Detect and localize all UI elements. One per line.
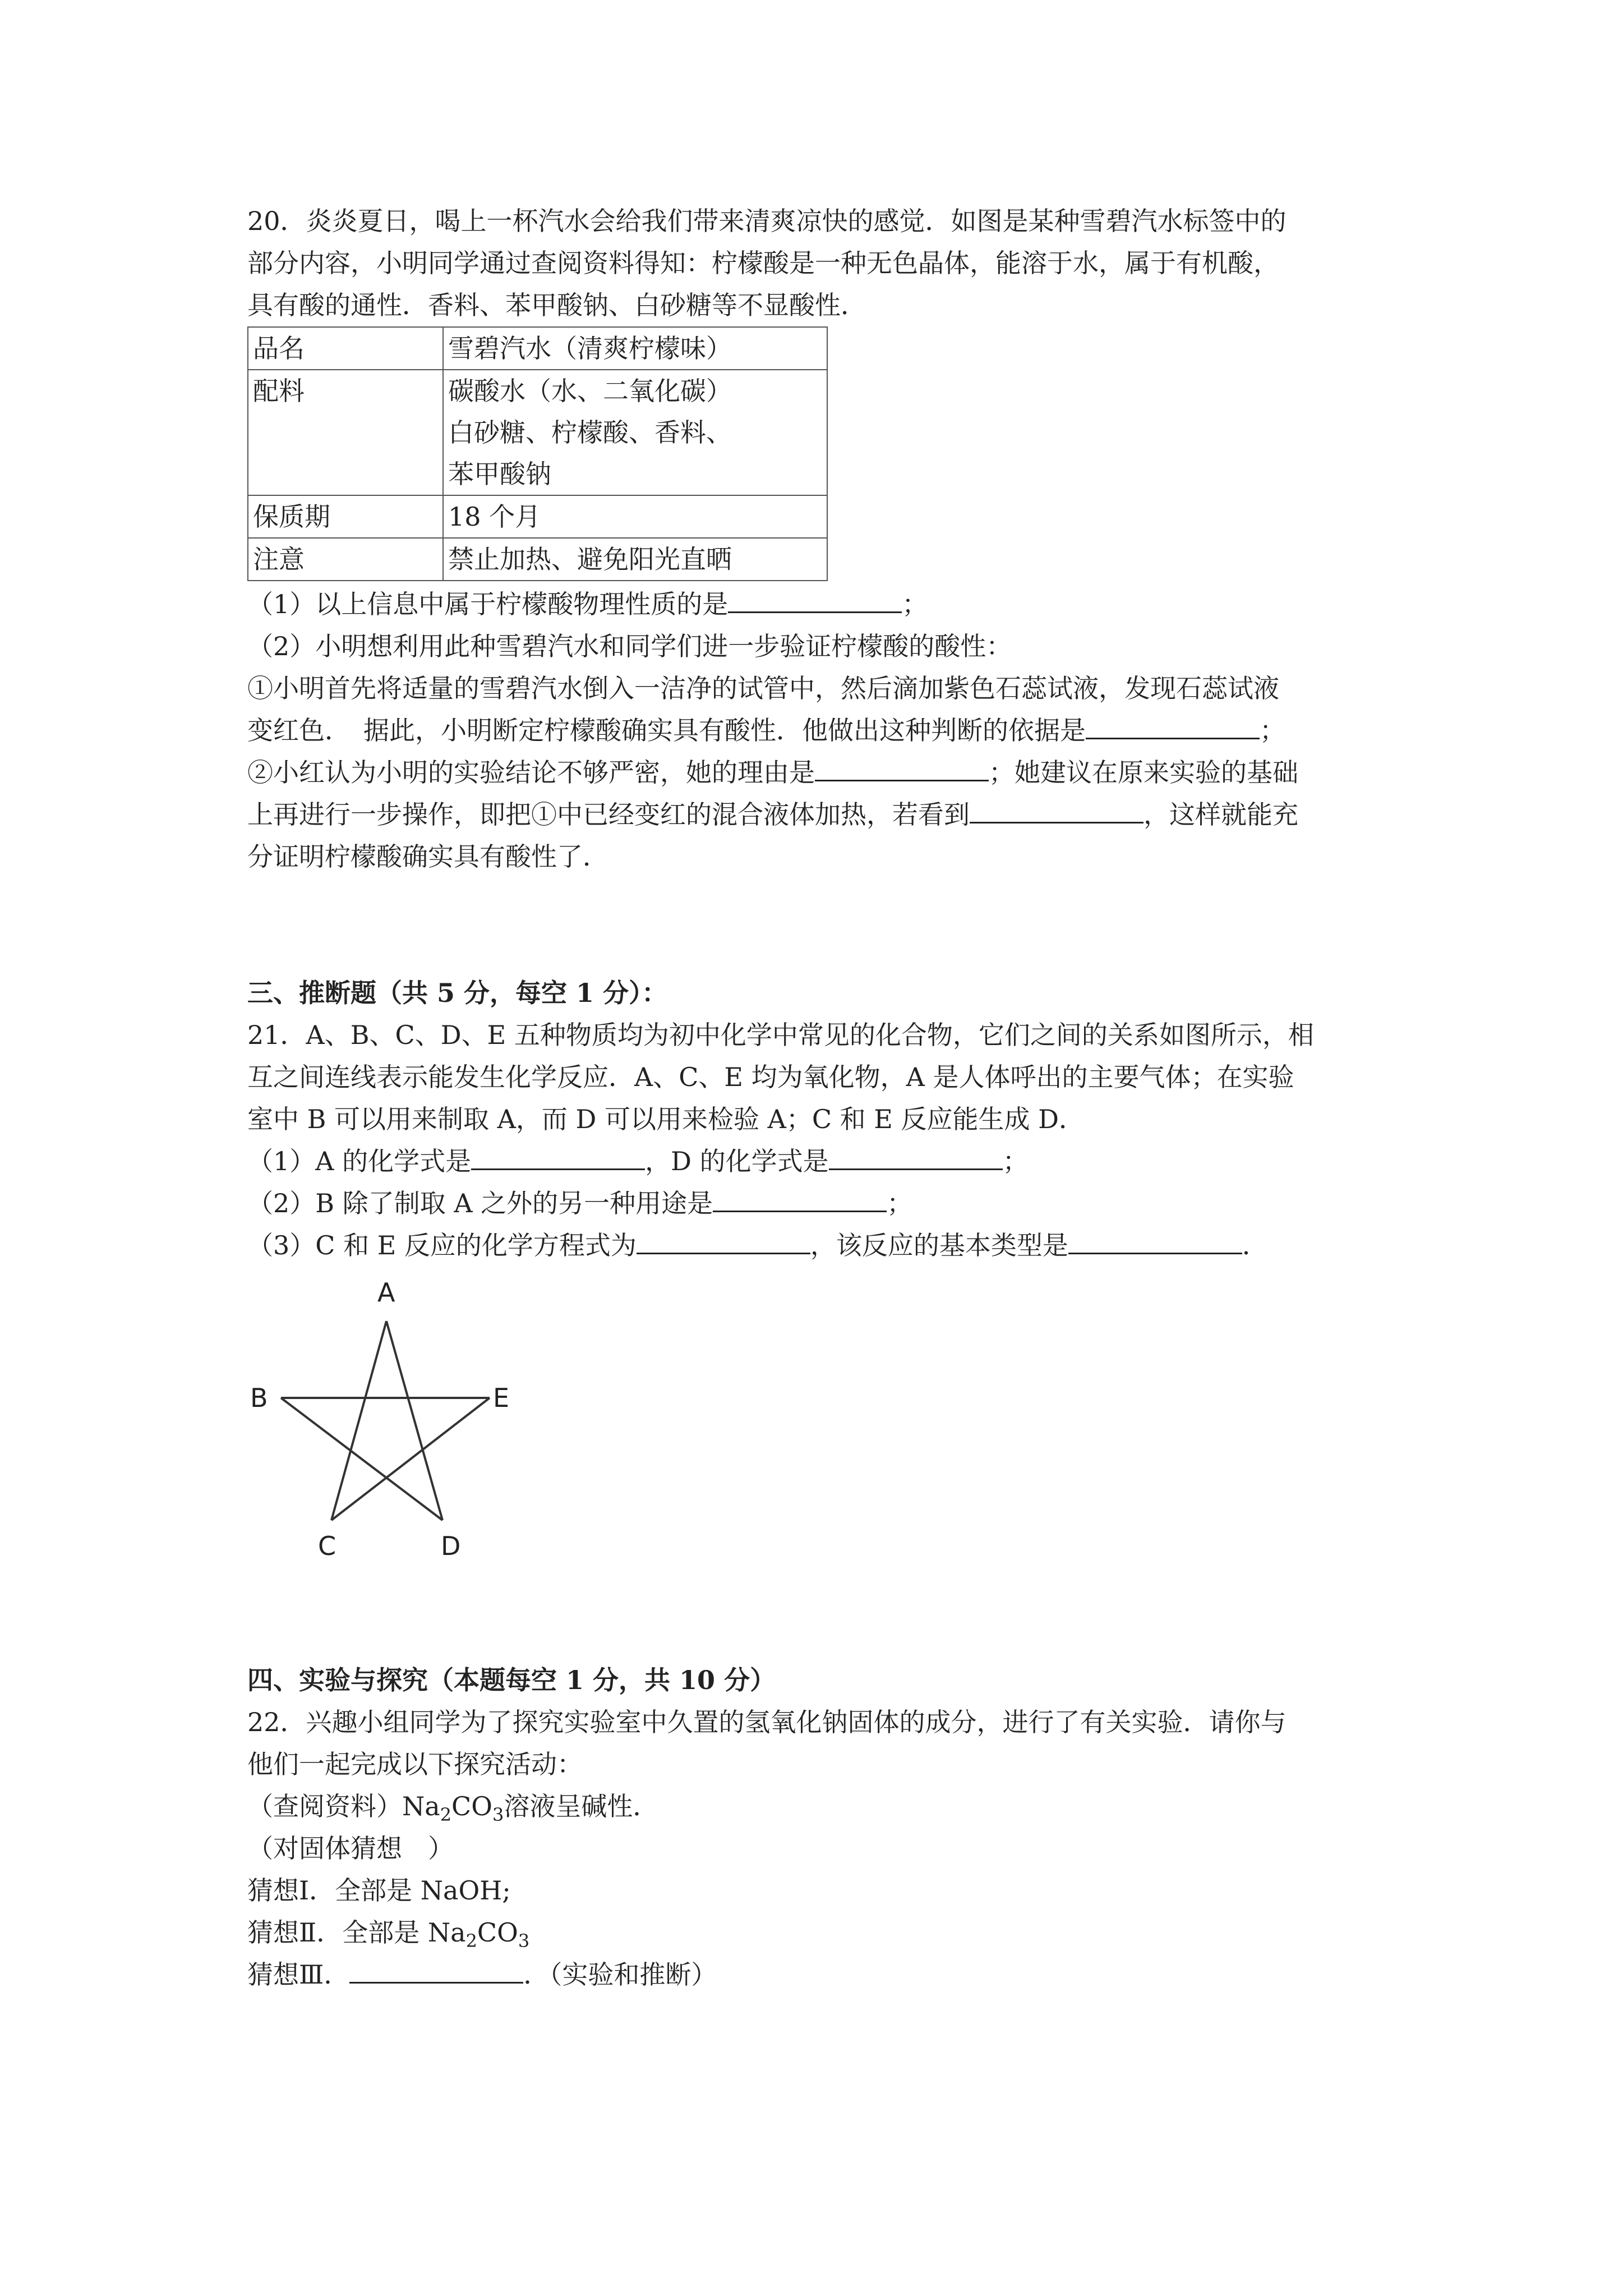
q20-p2-line2 — [247, 794, 1397, 836]
q21-text: ，该反应的基本类型是 — [810, 1230, 1068, 1260]
table-value — [443, 327, 827, 370]
q22-line: 22．兴趣小组同学为了探究实验室中久置的氢氧化钠固体的成分，进行了有关实验．请你与 — [247, 1707, 1287, 1737]
answer-blank[interactable] — [728, 586, 902, 613]
table-value-line: 苯甲酸钠 — [448, 459, 551, 489]
q20-p2-text: ②小红认为小明的实验结论不够严密，她的理由是 — [247, 757, 815, 788]
formula-text: （查阅资料）Na — [247, 1791, 440, 1821]
q20-p2-text: ，这样就能充 — [1144, 799, 1298, 830]
table-value — [443, 495, 827, 538]
answer-blank[interactable] — [637, 1227, 810, 1254]
node-label-A: A — [377, 1279, 395, 1308]
edge-B-D — [281, 1398, 442, 1520]
punctuation: ； — [902, 589, 928, 619]
table-value-line: 白砂糖、柠檬酸、香料、 — [448, 417, 732, 448]
formula-text: 溶液呈碱性． — [504, 1791, 659, 1821]
q21-sub1 — [247, 1140, 1397, 1182]
table-row — [248, 538, 827, 581]
answer-blank[interactable] — [1086, 712, 1260, 739]
q21-text: （3）C 和 E 反应的化学方程式为 — [247, 1230, 637, 1260]
q21-line: 21．A、B、C、D、E 五种物质均为初中化学中常见的化合物，它们之间的关系如图所示，相 — [247, 1020, 1314, 1050]
q20-sub1 — [247, 583, 1397, 625]
q20-p1-line2 — [247, 710, 1397, 752]
answer-blank[interactable] — [970, 796, 1144, 823]
guess-text: 猜想Ⅲ． — [247, 1959, 350, 1990]
table-key: 配料 — [248, 370, 443, 495]
section-3 — [247, 972, 1397, 1267]
punctuation: ； — [887, 1188, 913, 1218]
table-key: 品名 — [248, 327, 443, 370]
q20-intro-line: 具有酸的通性．香料、苯甲酸钠、白砂糖等不显酸性． — [247, 290, 866, 320]
q20-p1-line1: ①小明首先将适量的雪碧汽水倒入一洁净的试管中，然后滴加紫色石蕊试液，发现石蕊试液 — [247, 673, 1279, 703]
q20-p1-text: 变红色． 据此，小明断定柠檬酸确实具有酸性．他做出这种判断的依据是 — [247, 715, 1086, 746]
guess-1: 猜想Ⅰ．全部是 NaOH; — [247, 1875, 511, 1906]
formula-subscript: 3 — [492, 1804, 504, 1826]
guess-3 — [247, 1954, 1397, 1996]
answer-blank[interactable] — [471, 1143, 645, 1170]
q20-subquestions — [247, 583, 1397, 878]
table-row — [248, 495, 827, 538]
section-heading: 三、推断题（共 5 分，每空 1 分）： — [247, 978, 668, 1008]
q20-p2-line1 — [247, 752, 1397, 794]
answer-blank[interactable] — [713, 1185, 887, 1212]
formula-subscript: 2 — [465, 1930, 477, 1952]
q21-text: （2）B 除了制取 A 之外的另一种用途是 — [247, 1188, 713, 1218]
answer-blank[interactable] — [815, 754, 989, 781]
q21-text: ，D 的化学式是 — [645, 1146, 829, 1176]
table-value-line: 碳酸水（水、二氧化碳） — [448, 376, 732, 406]
q20-p2-line3: 分证明柠檬酸确实具有酸性了． — [247, 841, 608, 872]
table-key: 保质期 — [248, 495, 443, 538]
q20-sub2: （2）小明想利用此种雪碧汽水和同学们进一步验证柠檬酸的酸性： — [247, 631, 1012, 661]
q20-p2-text: 上再进行一步操作，即把①中已经变红的混合液体加热，若看到 — [247, 799, 970, 830]
q21-line: 互之间连线表示能发生化学反应．A、C、E 均为氧化物，A 是人体呼出的主要气体；在实验 — [247, 1062, 1294, 1092]
answer-blank[interactable] — [829, 1143, 1003, 1170]
formula-subscript: 2 — [440, 1804, 452, 1826]
pentagram-svg — [247, 1279, 539, 1571]
guess-heading: （对固体猜想 ） — [247, 1833, 454, 1864]
table-value-line: 禁止加热、避免阳光直晒 — [448, 544, 732, 574]
answer-blank[interactable] — [349, 1956, 523, 1984]
table-key: 注意 — [248, 538, 443, 581]
node-label-D: D — [441, 1531, 461, 1561]
guess-2 — [247, 1912, 1397, 1954]
node-label-E: E — [493, 1383, 510, 1413]
formula-subscript: 3 — [518, 1930, 530, 1952]
edge-A-C — [331, 1321, 386, 1520]
edge-A-D — [386, 1321, 442, 1520]
answer-blank[interactable] — [1068, 1227, 1242, 1254]
punctuation: ． — [1242, 1230, 1268, 1260]
q22-line: 他们一起完成以下探究活动： — [247, 1749, 583, 1779]
q21-line: 室中 B 可以用来制取 A，而 D 可以用来检验 A；C 和 E 反应能生成 D． — [247, 1104, 1085, 1134]
punctuation: ； — [1002, 1146, 1029, 1176]
q20-intro-line: 20．炎炎夏日，喝上一杯汽水会给我们带来清爽凉快的感觉．如图是某种雪碧汽水标签中的 — [247, 206, 1287, 236]
edge-E-C — [331, 1398, 490, 1520]
table-value — [443, 370, 827, 495]
q21-sub2 — [247, 1182, 1397, 1225]
q21-text: （1）A 的化学式是 — [247, 1146, 472, 1176]
node-label-C: C — [318, 1531, 336, 1561]
table-value-line: 雪碧汽水（清爽柠檬味） — [448, 333, 732, 364]
q21-sub3 — [247, 1225, 1397, 1267]
soda-label-table — [247, 326, 828, 581]
table-value-line: 18 个月 — [448, 501, 541, 532]
pentagram-diagram — [247, 1279, 539, 1571]
formula-text: CO — [451, 1791, 492, 1821]
section-4 — [247, 1659, 1397, 1996]
q20-p2-text: ；她建议在原来实验的基础 — [989, 757, 1298, 788]
table-value — [443, 538, 827, 581]
guess-text: ．（实验和推断） — [523, 1959, 717, 1990]
formula-text: 猜想Ⅱ．全部是 Na — [247, 1917, 466, 1948]
formula-text: CO — [477, 1917, 518, 1948]
q20-sub1-text: （1）以上信息中属于柠檬酸物理性质的是 — [247, 589, 728, 619]
node-label-B: B — [250, 1383, 268, 1413]
punctuation: ； — [1260, 715, 1285, 746]
q20-intro — [247, 200, 1397, 326]
table-row — [248, 370, 827, 495]
table-row — [248, 327, 827, 370]
reference-info — [247, 1786, 1397, 1828]
q20-intro-line: 部分内容，小明同学通过查阅资料得知：柠檬酸是一种无色晶体，能溶于水，属于有机酸， — [247, 248, 1279, 278]
section-heading: 四、实验与探究（本题每空 1 分，共 10 分） — [247, 1665, 776, 1695]
